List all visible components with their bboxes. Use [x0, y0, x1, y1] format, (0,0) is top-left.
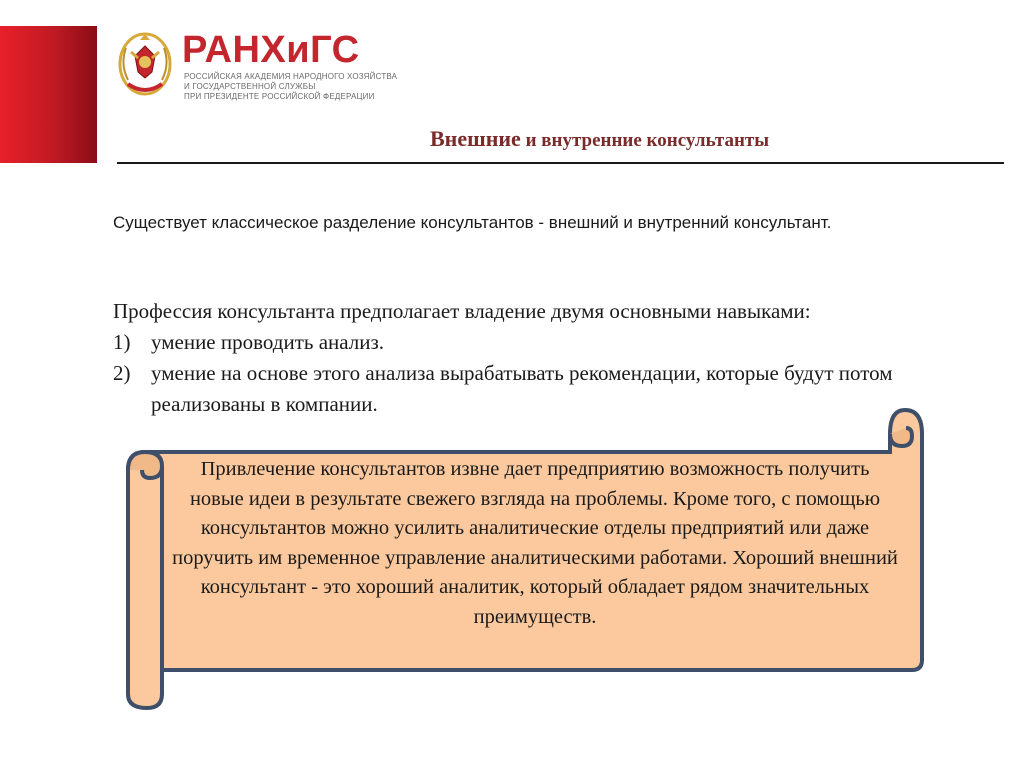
slide-title-rest: и внутренние консультанты: [520, 130, 770, 151]
logo-subtitle-line: РОССИЙСКАЯ АКАДЕМИЯ НАРОДНОГО ХОЗЯЙСТВА: [184, 72, 398, 81]
logo-title: РАНХиГС: [182, 29, 360, 71]
list-item-number: 1): [113, 330, 131, 354]
list-item-text: умение на основе этого анализа вырабатывать рекомендации, которые будут потом реализованы в компании.: [151, 361, 893, 416]
skills-lead: Профессия консультанта предполагает владение двумя основными навыками:: [113, 299, 811, 323]
list-item-text: умение проводить анализ.: [151, 330, 385, 354]
intro-paragraph: Существует классическое разделение консультантов - внешний и внутренний консультант.: [113, 213, 832, 232]
logo-subtitle-line: И ГОСУДАРСТВЕННОЙ СЛУЖБЫ: [184, 82, 316, 91]
slide-title-first-word: Внешние: [430, 126, 521, 151]
list-item-number: 2): [113, 361, 131, 385]
scroll-text: Привлечение консультантов извне дает предприятию возможность получить новые идеи в результате свежего взгляда на проблемы. Кроме того, с помощью консультантов можно усилить аналитические отделы предприятий или даже поручить им временное управление аналитическими работами. Хороший внешний консультант - это хороший аналитик, который обладает рядом значительных преимуществ.: [172, 458, 898, 628]
logo-subtitle-line: ПРИ ПРЕЗИДЕНТЕ РОССИЙСКОЙ ФЕДЕРАЦИИ: [184, 92, 375, 101]
